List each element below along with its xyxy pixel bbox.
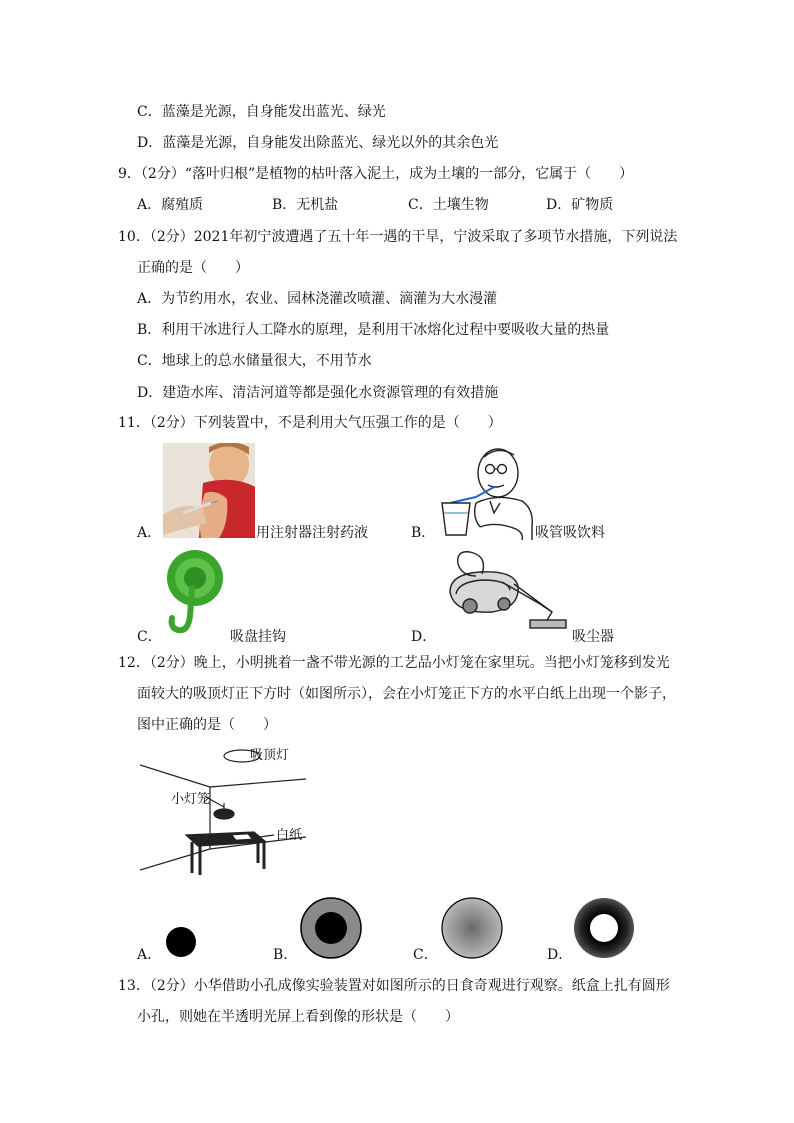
q13-stem-line2: 小孔，则她在半透明光屏上看到像的形状是（ ） <box>137 1009 459 1025</box>
q9-option-d: D．矿物质 <box>546 197 614 213</box>
q12-option-c: C． <box>413 947 438 963</box>
shadow-option-c-gradient-disc <box>440 896 504 960</box>
q10-stem-line1: 10．（2分）2021年初宁波遭遇了五十年一遇的干旱，宁波采取了多项节水措施，下列说法 <box>118 229 678 245</box>
q12-option-b: B． <box>273 947 298 963</box>
label-white-paper: 白纸 <box>276 828 303 843</box>
q11-stem: 11．（2分）下列装置中，不是利用大气压强工作的是（ ） <box>118 415 502 431</box>
straw-drinking-image <box>436 443 536 540</box>
q11-option-c-text: 吸盘挂钩 <box>230 629 286 645</box>
q9-option-a: A．腐殖质 <box>137 197 204 213</box>
shadow-option-b-dark-center-gray-ring <box>299 896 363 960</box>
q9-option-b: B．无机盐 <box>272 197 339 213</box>
q11-option-c-letter: C． <box>137 629 162 645</box>
q10-option-d: D．建造水库、清洁河道等都是强化水资源管理的有效措施 <box>137 385 499 401</box>
q9-option-c: C．土壤生物 <box>408 197 489 213</box>
q11-option-b-letter: B． <box>411 525 436 541</box>
q10-option-b: B．利用干冰进行人工降水的原理，是利用干冰熔化过程中要吸收大量的热量 <box>137 322 610 338</box>
q13-stem-line1: 13．（2分）小华借助小孔成像实验装置对如图所示的日食奇观进行观察。纸盒上扎有圆形 <box>118 978 670 994</box>
q11-option-d-text: 吸尘器 <box>572 629 614 645</box>
label-lantern: 小灯笼 <box>171 792 211 807</box>
shadow-option-d-ring-with-white-center <box>572 896 636 960</box>
q10-option-a: A．为节约用水，农业、园林浇灌改喷灌、滴灌为大水漫灌 <box>137 291 498 307</box>
q12-stem-line3: 图中正确的是（ ） <box>137 717 277 733</box>
q11-option-a-text: 用注射器注射药液 <box>256 525 368 541</box>
label-ceiling-lamp: 吸顶灯 <box>250 748 290 763</box>
syringe-injection-image <box>163 443 255 538</box>
vacuum-cleaner-image <box>440 546 570 638</box>
q10-stem-line2: 正确的是（ ） <box>137 260 249 276</box>
q11-option-d-letter: D． <box>411 629 437 645</box>
q11-option-a-letter: A． <box>137 525 162 541</box>
q12-stem-line2: 面较大的吸顶灯正下方时（如图所示），会在小灯笼正下方的水平白纸上出现一个影子， <box>137 686 676 702</box>
q8-option-d: D．蓝藻是光源，自身能发出除蓝光、绿光以外的其余色光 <box>137 135 499 151</box>
q8-option-c: C．蓝藻是光源，自身能发出蓝光、绿光 <box>137 104 386 120</box>
shadow-option-a-solid-disc <box>164 925 198 959</box>
q11-option-b-text: 吸管吸饮料 <box>535 525 605 541</box>
q10-option-c: C．地球上的总水储量很大，不用节水 <box>137 353 372 369</box>
q12-option-d: D． <box>547 947 573 963</box>
q12-stem-line1: 12．（2分）晚上，小明挑着一盏不带光源的工艺品小灯笼在家里玩。当把小灯笼移到发光 <box>118 655 670 671</box>
q9-stem: 9．（2分）“落叶归根”是植物的枯叶落入泥土，成为土壤的一部分，它属于（ ） <box>118 166 634 182</box>
suction-hook-image <box>164 548 224 638</box>
q12-option-a: A． <box>137 947 162 963</box>
